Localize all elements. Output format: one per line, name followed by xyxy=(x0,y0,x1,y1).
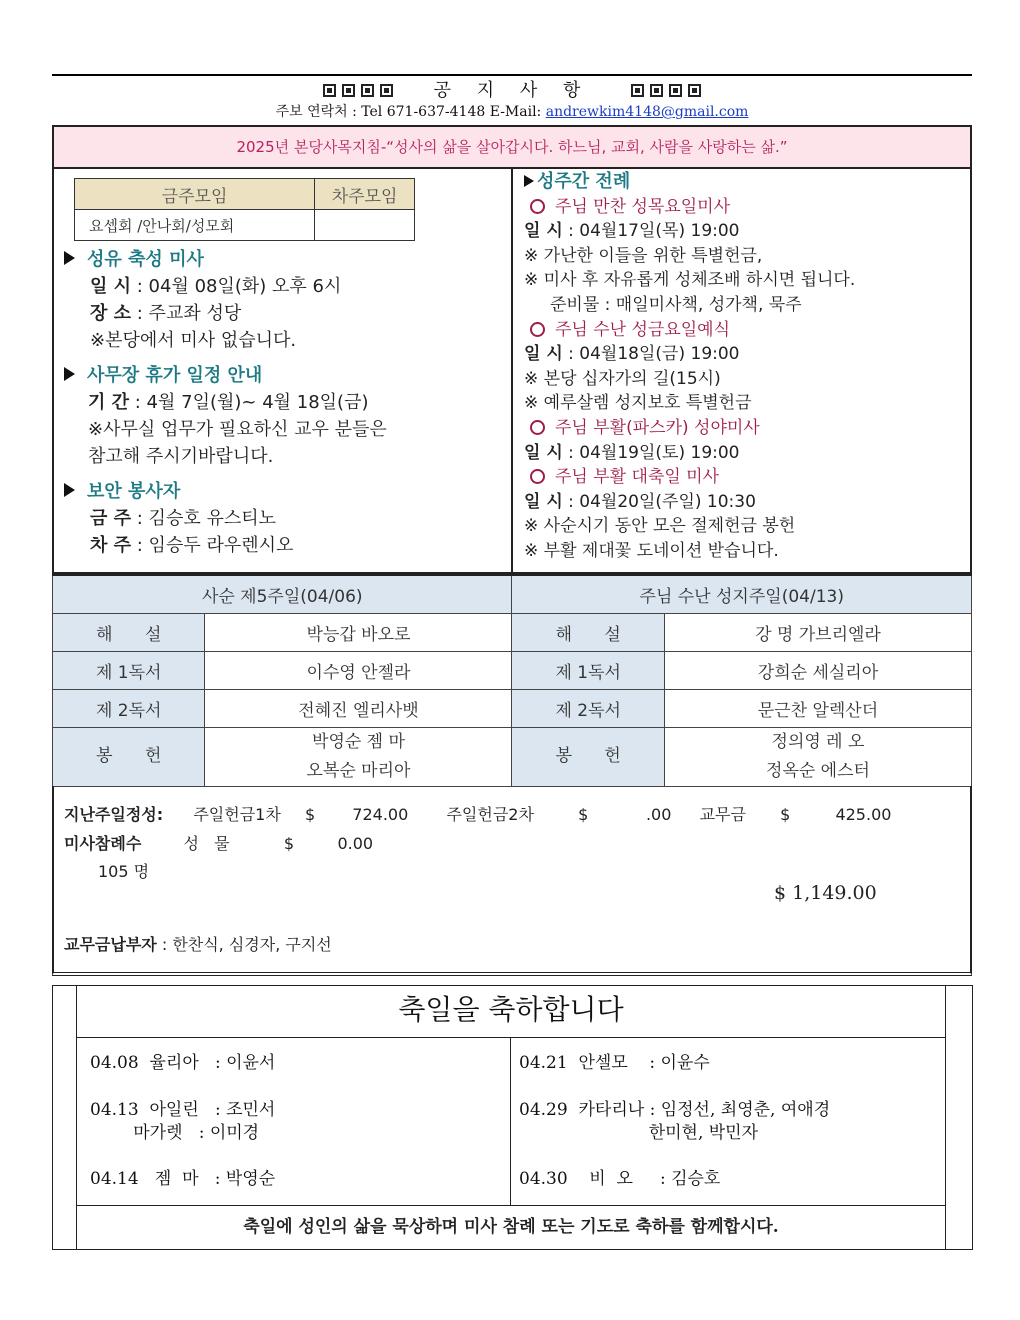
chrism-place-label: 장 소 xyxy=(90,303,132,324)
list-item: 04.30 비 오 : 김승호 xyxy=(519,1169,721,1189)
attendance-label: 미사참례수 xyxy=(64,834,142,853)
holy-week-heading-text: 성주간 전례 xyxy=(537,171,631,192)
week2-reading2: 문근찬 알렉산더 xyxy=(664,689,971,727)
chrism-place-value: : 주교좌 성당 xyxy=(131,303,242,324)
finance-section xyxy=(52,786,972,976)
contact-prefix: 주보 연락처 : Tel 671-637-4148 E-Mail: xyxy=(275,104,546,120)
vigil-date-label: 일 시 xyxy=(524,442,563,463)
circle-bullet-icon xyxy=(530,199,545,214)
square-bullet-icon xyxy=(380,84,393,97)
list-item: 04.08 율리아 : 이윤서 xyxy=(90,1053,276,1073)
week2-offering xyxy=(664,727,971,786)
table-row xyxy=(53,727,972,786)
vacation-period-value: : 4월 7일(월)~ 4월 18일(금) xyxy=(129,392,369,413)
week2-title: 주님 수난 성지주일(04/13) xyxy=(512,575,972,613)
collection1-currency: $ xyxy=(304,805,316,824)
thursday-note-1: ※ 가난한 이들을 위한 특별헌금, xyxy=(524,245,763,266)
triangle-small-icon xyxy=(524,175,534,187)
list-item: 04.21 안셀모 : 이윤수 xyxy=(519,1053,710,1073)
ministry-schedule-table xyxy=(52,574,972,787)
reading2-label: 제 2독서 xyxy=(512,689,664,727)
friday-title-text: 주님 수난 성금요일예식 xyxy=(555,319,731,340)
payers-value: : 한찬식, 심경자, 구지선 xyxy=(156,935,332,954)
list-item: 04.14 젬 마 : 박영순 xyxy=(90,1169,276,1189)
week1-commentary: 박능갑 바오로 xyxy=(205,613,512,651)
attendance-line xyxy=(64,831,373,854)
friday-note-2: ※ 예루살렘 성지보호 특별헌금 xyxy=(524,393,752,414)
friday-date-label: 일 시 xyxy=(524,344,563,365)
dues-value: 425.00 xyxy=(835,805,892,824)
meetings-table xyxy=(74,178,415,241)
list-item: 04.29 카타리나 : 임정선, 최영춘, 여애경 xyxy=(519,1100,831,1120)
easter-note-2: ※ 부활 제대꽃 도네이션 받습니다. xyxy=(524,540,779,561)
easter-date xyxy=(524,490,964,515)
list-item: 한미현, 박민자 xyxy=(519,1123,759,1143)
week1-offering-2: 오복순 마리아 xyxy=(306,760,411,781)
next-week-meeting-header: 차주모임 xyxy=(315,179,415,210)
offering-label: 봉 헌 xyxy=(512,727,664,786)
square-bullet-icon xyxy=(650,84,663,97)
security-heading-text: 보안 봉사자 xyxy=(87,481,181,502)
attendance-value: 105 명 xyxy=(98,862,150,881)
table-row xyxy=(53,689,972,727)
feast-footer: 축일에 성인의 삶을 묵상하며 미사 참례 또는 기도로 축하를 함께합시다. xyxy=(243,1217,779,1237)
feast-day-section xyxy=(52,985,973,1250)
reading2-label: 제 2독서 xyxy=(53,689,205,727)
vacation-heading xyxy=(64,362,504,389)
contact-line xyxy=(52,101,972,121)
gift-value: 0.00 xyxy=(337,834,374,853)
next-week-meeting-value xyxy=(315,210,415,241)
notice-section xyxy=(52,168,972,574)
gift-label: 성 물 xyxy=(183,834,230,853)
feast-left-column xyxy=(90,1052,275,1191)
chrism-heading xyxy=(64,246,504,273)
circle-bullet-icon xyxy=(530,469,545,484)
commentary-label: 해 설 xyxy=(53,613,205,651)
thursday-title xyxy=(524,195,964,220)
payers-label: 교무금납부자 xyxy=(64,935,157,954)
collection-line xyxy=(64,802,891,825)
week2-commentary: 강 명 가브리엘라 xyxy=(664,613,971,651)
page-title: 공 지 사 항 xyxy=(433,80,591,101)
chrism-date-label: 일 시 xyxy=(90,276,132,297)
week1-title: 사순 제5주일(04/06) xyxy=(53,575,512,613)
thursday-date-label: 일 시 xyxy=(524,221,563,242)
security-next-week xyxy=(64,532,504,559)
week2-offering-2: 정옥순 에스터 xyxy=(766,760,870,781)
column-divider xyxy=(511,168,513,572)
square-bullet-icon xyxy=(669,84,682,97)
table-row xyxy=(53,613,972,651)
this-week-meeting-header: 금주모임 xyxy=(75,179,315,210)
left-notices xyxy=(64,246,504,559)
vigil-title xyxy=(524,416,964,441)
easter-title xyxy=(524,465,964,490)
holy-week-heading xyxy=(524,170,964,195)
friday-title xyxy=(524,318,964,343)
feast-inner xyxy=(76,986,946,1249)
week1-reading1: 이수영 안젤라 xyxy=(205,651,512,689)
square-bullet-icon xyxy=(342,84,355,97)
security-next-label: 차 주 xyxy=(90,535,132,556)
collection2-label: 주일헌금2차 xyxy=(446,805,534,824)
easter-title-text: 주님 부활 대축일 미사 xyxy=(555,467,720,488)
vacation-note-1: ※사무실 업무가 필요하신 교우 분들은 xyxy=(88,419,387,440)
thursday-date xyxy=(524,219,964,244)
dues-currency: $ xyxy=(780,805,791,824)
chrism-heading-text: 성유 축성 미사 xyxy=(87,249,204,270)
triangle-bullet-icon xyxy=(64,483,75,497)
friday-note-1: ※ 본당 십자가의 길(15시) xyxy=(524,368,721,389)
collection2-currency: $ xyxy=(578,805,589,824)
easter-date-value: : 04월20일(주일) 10:30 xyxy=(562,491,756,512)
reading1-label: 제 1독서 xyxy=(512,651,664,689)
chrism-date xyxy=(64,273,504,300)
circle-bullet-icon xyxy=(530,322,545,337)
chrism-note: ※본당에서 미사 없습니다. xyxy=(90,330,297,351)
circle-bullet-icon xyxy=(530,420,545,435)
week2-reading1: 강희순 세실리아 xyxy=(664,651,971,689)
feast-title: 축일을 축하합니다 xyxy=(77,986,945,1038)
collection1-label: 주일헌금1차 xyxy=(193,805,281,824)
vigil-date-value: : 04월19일(토) 19:00 xyxy=(562,442,740,463)
easter-date-label: 일 시 xyxy=(524,491,563,512)
gift-currency: $ xyxy=(283,834,295,853)
square-bullet-icon xyxy=(361,84,374,97)
email-link[interactable]: andrewkim4148@gmail.com xyxy=(545,104,749,120)
friday-date-value: : 04월18일(금) 19:00 xyxy=(562,344,740,365)
triangle-bullet-icon xyxy=(64,251,75,265)
feast-right-column xyxy=(519,1052,830,1191)
security-this-week xyxy=(64,505,504,532)
chrism-place xyxy=(64,300,504,327)
offering-label: 봉 헌 xyxy=(53,727,205,786)
square-bullet-icon xyxy=(688,84,701,97)
this-week-meeting-value: 요셉회 /안나회/성모회 xyxy=(75,210,315,241)
bulletin-title xyxy=(52,76,972,102)
finance-label: 지난주일정성: xyxy=(64,805,164,824)
vacation-period-label: 기 간 xyxy=(88,392,130,413)
friday-date xyxy=(524,342,964,367)
thursday-title-text: 주님 만찬 성목요일미사 xyxy=(555,196,731,217)
vigil-date xyxy=(524,441,964,466)
square-bullet-icon xyxy=(323,84,336,97)
reading1-label: 제 1독서 xyxy=(53,651,205,689)
vigil-title-text: 주님 부활(파스카) 성야미사 xyxy=(555,417,760,438)
mission-banner: 2025년 본당사목지침-“성사의 삶을 살아갑시다. 하느님, 교회, 사람을 사랑하는 삶.” xyxy=(52,125,972,169)
week1-offering xyxy=(205,727,512,786)
thursday-note-2: ※ 미사 후 자유롭게 성체조배 하시면 됩니다. xyxy=(524,270,856,291)
week1-reading2: 전혜진 엘리사뱃 xyxy=(205,689,512,727)
week1-offering-1: 박영순 젬 마 xyxy=(312,731,405,752)
collection-total: $ 1,149.00 xyxy=(774,882,877,904)
thursday-date-value: : 04월17일(목) 19:00 xyxy=(562,221,740,242)
week2-offering-1: 정의영 레 오 xyxy=(771,731,865,752)
triangle-bullet-icon xyxy=(64,367,75,381)
dues-label: 교무금 xyxy=(699,805,746,824)
easter-note-1: ※ 사순시기 동안 모은 절제헌금 봉헌 xyxy=(524,516,796,537)
list-item: 04.13 아일린 : 조민서 xyxy=(90,1100,276,1120)
vacation-heading-text: 사무장 휴가 일정 안내 xyxy=(87,365,263,386)
commentary-label: 해 설 xyxy=(512,613,664,651)
holy-week-liturgy xyxy=(524,170,964,564)
list-item: 마가렛 : 이미경 xyxy=(90,1123,260,1143)
payers-line xyxy=(64,932,332,955)
thursday-note-3: 준비물 : 매일미사책, 성가책, 묵주 xyxy=(550,294,802,315)
chrism-date-value: : 04월 08일(화) 오후 6시 xyxy=(131,276,342,297)
security-heading xyxy=(64,478,504,505)
feast-columns xyxy=(77,1038,945,1206)
security-this-value: : 김승호 유스티노 xyxy=(131,508,276,529)
vacation-period xyxy=(64,389,504,416)
security-this-label: 금 주 xyxy=(90,508,132,529)
table-row xyxy=(53,651,972,689)
collection1-value: 724.00 xyxy=(352,805,409,824)
security-next-value: : 임승두 라우렌시오 xyxy=(131,535,294,556)
square-bullet-icon xyxy=(631,84,644,97)
vacation-note-2: 참고해 주시기바랍니다. xyxy=(88,446,274,467)
collection2-value: .00 xyxy=(645,805,672,824)
feast-column-divider xyxy=(510,1038,511,1206)
